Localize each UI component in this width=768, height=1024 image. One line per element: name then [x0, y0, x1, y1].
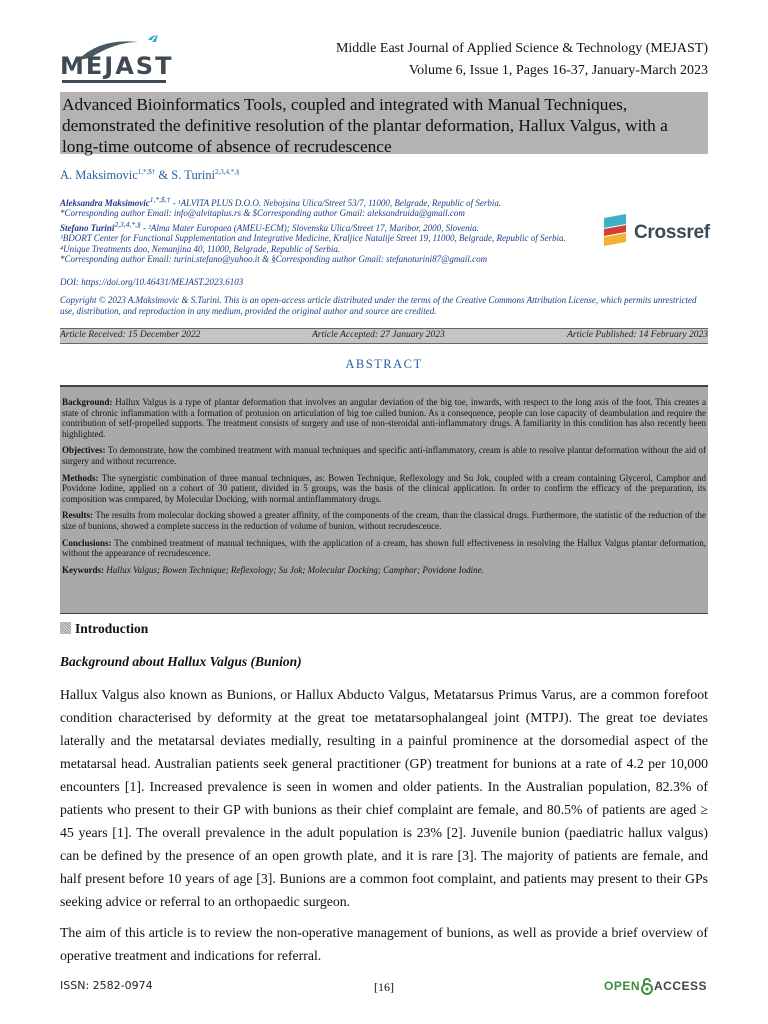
abstract-results: [62, 510, 706, 531]
section-heading-introduction: [60, 621, 148, 637]
affiliation-1-name: Aleksandra Maksimovic: [60, 198, 150, 208]
abstract-conclusions-text: The combined treatment of manual techniques, with the application of a cream, has shown full effectiveness in resolving the Hallux Valgus plantar deformation, without the appearance of recrudescence.: [62, 537, 706, 559]
affiliation-2: [60, 220, 580, 265]
journal-volume: Volume 6, Issue 1, Pages 16-37, January-March 2023: [408, 63, 708, 78]
author-2[interactable]: S. Turini: [171, 168, 216, 183]
body-paragraph-1: Hallux Valgus also known as Bunions, or Hallux Abducto Valgus, Metatarsus Primus Varus, are a common forefoot condition characterised by deformity at the great toe metatarsophalangeal joint (MTPJ). The great toe deviates laterally and the metatarsal deviates medially, resulting in a painful prominence at the dorsomedial aspect of the metatarsal head. Australian patients seek general practitioner (GP) treatment for bunions at a rate of 4.2 per 10,000 encounters [1]. Increased prevalence is seen in women and older patients. In the Australian population, 82.3% of patients who present to their GP with bunions as their chief complaint are female, and 80.5% of patients are aged ≥ 45 years [1]. The overall prevalence in the adult population is 23% [2]. Juvenile bunion (paediatric hallux valgus) can be defined by the presence of an open growth plate, and it is rare [3]. The majority of patients are female, and half present before 10 years of age [3]. Bunions are a common foot complaint, and patients may present to their GPs seeking advice or referral to an orthopaedic surgeon.: [60, 687, 708, 909]
affiliation-2-institutions: ³BDORT Center for Functional Supplementation and Integrative Medicine, Kraljice Natalije Street 19, 11000, Belgrade, Republic of Serbia. ⁴Unique Treatments doo, Nemanjina 40, 11000, Belgrade, Republic of Serbia.: [60, 233, 566, 254]
affiliation-1: [60, 195, 580, 219]
affiliation-2-email[interactable]: *Corresponding author Email: turini.stefano@yahoo.it & §Corresponding author Gmail: stefanoturini87@gmail.com: [60, 254, 488, 265]
crossref-label: Crossref: [634, 222, 710, 243]
date-accepted: Article Accepted: 27 January 2023: [312, 330, 445, 340]
affiliation-2-sup: 2,3,4,*,§: [114, 220, 141, 229]
abstract-methods: [62, 473, 706, 505]
abstract-methods-text: The synergistic combination of three manual techniques, as: Bowen Technique, Reflexology and Su Jok, coupled with a cream containing Glycerol, Camphor and Povidone Iodine, applied on a cohort of 30 patient, divided in 5 groups, was the basis of the clinical application. In order to confirm the efficacy of the preparation, its composition was compared, by Molecular Docking, with normal antinflammatory drugs.: [62, 472, 706, 504]
abstract-results-text: The results from molecular docking showed a greater affinity, of the components of the cream, than the classical drugs. Furthermore, the statistic of the reduction of the size of bunions, showed a complete success in the reduction of volume of bunion, without recrudescence.: [62, 510, 706, 531]
abstract-background-label: Background:: [62, 397, 113, 407]
abstract-conclusions-label: Conclusions:: [62, 537, 112, 548]
abstract-objectives-label: Objectives:: [62, 445, 106, 456]
abstract-keywords-text: Hallux Valgus; Bowen Technique; Reflexology; Su Jok; Molecular Docking; Camphor; Povidone Iodine.: [104, 564, 484, 575]
page-number: [16]: [374, 980, 394, 994]
copyright-notice: Copyright © 2023 A.Maksimovic & S.Turini. This is an open-access article distributed under the terms of the Creative Commons Attribution License, which permits unrestricted use, distribution, and reproduction in any medium, provided the original author and source are credited.: [60, 295, 697, 316]
affiliation-1-text: - ¹ALVITA PLUS D.O.O. Nebojsina Ulica/Street 53/7, 11000, Belgrade, Republic of Serbia.: [170, 198, 502, 208]
abstract-conclusions: [62, 538, 706, 559]
doi-link[interactable]: DOI: https://doi.org/10.46431/MEJAST.2023.6103: [60, 277, 244, 287]
open-label: OPEN: [604, 979, 641, 993]
abstract-background-text: Hallux Valgus is a type of plantar deformation that involves an angular deviation of the big toe, inwards, with respect to the long axis of the foot. This creates a state of chronic inflammation with a formation of protusion on articulation of big toe called bunion. As a consequence, people can lose capacity of deambulation and require the contribution of self-propelled supports. The treatment consists of surgery and use of non-steroidal anti-inflammatory drugs. A familiarity in this condition has also recently been highlighted.: [62, 397, 706, 439]
journal-logo: [60, 32, 174, 84]
date-received: Article Received: 15 December 2022: [60, 330, 201, 340]
logo-text: MEJAST: [60, 52, 174, 80]
affiliation-1-email[interactable]: *Corresponding author Email: info@alvitaplus.rs & $Corresponding author Gmail: aleksandruida@gmail.com: [60, 208, 465, 219]
abstract-keywords-label: Keywords:: [62, 564, 104, 575]
open-access-badge: [604, 977, 707, 995]
open-lock-icon: [641, 977, 653, 995]
date-published: Article Published: 14 February 2023: [567, 330, 708, 340]
author-2-sup: 2,3,4,*,§: [215, 168, 240, 176]
article-dates-bar: [60, 328, 708, 344]
section-marker-icon: [60, 622, 71, 634]
abstract-background: [62, 397, 706, 439]
abstract-box: [60, 385, 708, 614]
abstract-methods-label: Methods:: [62, 472, 99, 483]
affiliation-2-text: - ²Alma Mater Europaea (AMEU-ECM); Slovenska Ulica/Street 17, Maribor, 2000, Slovenia.: [140, 223, 479, 233]
affiliation-2-name: Stefano Turini: [60, 223, 115, 233]
author-line: [60, 168, 240, 183]
abstract-objectives: [62, 445, 706, 466]
crossref-icon: [604, 214, 632, 246]
crossref-badge[interactable]: [604, 214, 712, 246]
abstract-objectives-text: To demonstrate, how the combined treatment with manual techniques and specific anti-inflammatory, cream is able to resolve plantar deformation without the aid of surgery and without recurrence.: [62, 445, 706, 466]
author-1[interactable]: A. Maksimovic: [60, 168, 138, 183]
abstract-heading: ABSTRACT: [345, 357, 423, 371]
author-1-sup: 1,*,$†: [137, 168, 156, 176]
abstract-results-label: Results:: [62, 510, 93, 521]
access-label: ACCESS: [654, 979, 708, 993]
logo-underline: [62, 80, 166, 83]
affiliation-1-sup: 1,*,$,†: [149, 195, 171, 204]
issn-label: ISSN: 2582-0974: [60, 979, 153, 992]
article-title: Advanced Bioinformatics Tools, coupled and integrated with Manual Techniques, demonstrated the definitive resolution of the plantar deformation, Hallux Valgus, with a long-time outcome of absence of recrudescence: [62, 95, 668, 156]
journal-name: Middle East Journal of Applied Science & Technology (MEJAST): [335, 41, 708, 56]
section-heading-text: Introduction: [75, 621, 149, 636]
author-separator: &: [155, 168, 172, 183]
subsection-heading: Background about Hallux Valgus (Bunion): [60, 654, 302, 669]
title-box: [60, 92, 708, 154]
abstract-keywords: [62, 565, 706, 576]
body-paragraph-2: The aim of this article is to review the non-operative management of bunions, as well as provide a brief overview of operative treatment and indications for referral.: [60, 925, 708, 963]
